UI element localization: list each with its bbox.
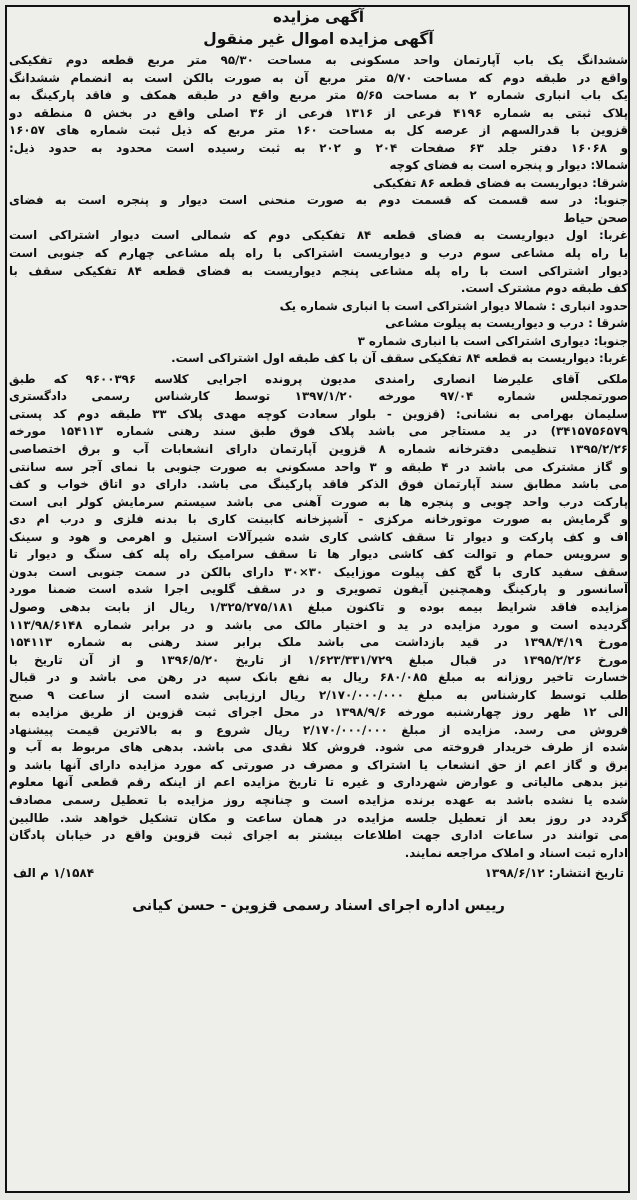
text-line: خسارت تاخیر روزانه به مبلغ ۶۸۰/۰۸۵ ریال به نفع بانک سپه در رهن می باشد و در قبال — [9, 670, 628, 685]
text-line: سلیمان بهرامی به نشانی: (قزوین - بلوار سعادت کوچه مهدی پلاک ۳۳ طبقه دوم کد پستی — [9, 406, 628, 421]
text-line: شرقا: دیواریست به فضای قطعه ۸۶ تفکیکی — [372, 175, 628, 190]
text-line: قزوین با قدرالسهم از عرصه کل به مساحت ۱۶۰ متر مربع که ذیل ثبت شماره های ۱۶۰۵۷ — [9, 123, 628, 138]
text-line: ششدانگ یک باب آپارتمان واحد مسکونی به مساحت ۹۵/۳۰ متر مربع قطعه دوم تفکیکی — [9, 53, 628, 67]
property-description — [9, 52, 628, 368]
text-line: مزایده فاقد شرایط بیمه بوده و تاکنون مبلغ ۱/۳۲۵/۲۷۵/۱۸۱ ریال از بابت بدهی وصول — [9, 599, 628, 614]
text-line: طلب توسط کارشناس به مبلغ ۲/۱۷۰/۰۰۰/۰۰۰ ریال ارزیابی شده است از ساعت ۹ صبح — [9, 687, 628, 702]
text-line: اف و کف پارکت و دیوار تا سقف کاشی کاری شده شیرآلات استیل و اهرمی و هود و سینک — [9, 529, 628, 544]
text-line: غربا: اول دیواریست به فضای قطعه ۸۴ تفکیکی دوم که شمالی است دیوار اشتراکی است — [9, 228, 628, 243]
text-line: صورتمجلس شماره ۹۷/۰۴ مورخه ۱۳۹۷/۱/۲۰ توسط کارشناس رسمی دادگستری — [9, 389, 628, 404]
text-line: جنوبا: در سه قسمت که قسمت دوم به صورت منحنی است دیوار و پنجره است به فضای — [9, 193, 628, 208]
text-line: و ۱۶۰۶۸ دفتر جلد ۶۳ صفحات ۲۰۴ و ۲۰۲ به ثبت رسیده است محدود به حدود ذیل: — [9, 140, 628, 155]
text-line: گردد در روز بعد از تعطیل جلسه مزایده در همان ساعت و مکان تشکیل خواهد شد. طالبین — [9, 810, 628, 825]
publication-date: تاریخ انتشار: ۱۳۹۸/۶/۱۲ — [484, 866, 624, 881]
text-line: فروش می رسد. مزایده از مبلغ ۲/۱۷۰/۰۰۰/۰۰۰ ریال شروع و به بالاترین قیمت پیشنهاد — [9, 722, 628, 737]
text-line: آسانسور و پارکینگ وهمچنین آیفون تصویری و در سقف گلویی اجرا شده است ضمنا مورد — [9, 582, 628, 597]
text-line: دیوار اشتراکی است با راه پله مشاعی پنجم دیواریست به فضای قطعه ۸۴ تفکیکی سقف با — [9, 263, 628, 278]
text-line: و گرمایش به صورت موتورخانه مرکزی - آشپزخانه کابینت کاری با بدنه فلزی و درب ام دی — [9, 512, 628, 527]
text-line: اداره ثبت اسناد و املاک مراجعه نمایند. — [404, 845, 628, 860]
text-line: الی ۱۲ ظهر روز چهارشنبه مورخه ۱۳۹۸/۹/۶ در محل اجرای ثبت قزوین از طریق مزایده به — [9, 705, 628, 720]
text-line: حدود انباری : شمالا دیوار اشتراکی است با انباری شماره یک — [279, 298, 628, 313]
text-line: شده یا نشده باشد به عهده برنده مزایده است و چنانچه روز مزایده با تعطیل رسمی مصادف — [9, 792, 628, 807]
text-line: کف طبقه دوم مشترک است. — [460, 281, 628, 296]
text-line: سقف سفید کاری با گچ کف پیلوت موزاییک ۳۰×۳۰ دارای بالکن در سمت جنوبی است بدون — [9, 564, 628, 579]
text-line: ۳۴۱۵۷۵۶۵۷۹) در ید مستاجر می باشد پلاک فوق طبق سند رهنی شماره ۱۵۴۱۱۳ مورخه — [9, 424, 628, 439]
publication-info — [9, 864, 628, 882]
text-line: یک باب انباری شماره ۲ به مساحت ۵/۶۵ متر مربع واقع در طبقه همکف و فاقد پارکینگ به — [9, 88, 628, 103]
text-line: ۱۳۹۵/۲/۲۶ تنظیمی دفترخانه شماره ۸ قزوین آپارتمان دارای انشعابات آب و برق اختصاصی — [9, 442, 628, 457]
text-line: با راه پله مشاعی سوم درب و دیواریست اشتراکی با راه پله مشاعی چهارم که جنوبی است — [9, 246, 628, 261]
text-line: پارکت درب واحد چوبی و پنجره ها به صورت آهنی می باشد سیستم سرمایش کولر ابی است — [9, 494, 628, 509]
text-line: ملکی آقای علیرضا انصاری رامندی مدیون پرونده اجرایی کلاسه ۹۶۰۰۳۹۶ که طبق — [9, 371, 628, 386]
signature-line: رییس اداره اجرای اسناد رسمی قزوین - حسن کیانی — [132, 898, 505, 915]
auction-notice — [9, 6, 628, 916]
text-line: گردیده است و مورد مزایده در ید و اختیار مالک می باشد و در برابر شماره ۱۱۳/۹۸/۶۱۴۸ — [9, 617, 628, 632]
text-line: مورخ ۱۳۹۸/۴/۱۹ در قید بازداشت می باشد ملک برابر سند رهنی به شماره ۱۵۴۱۱۳ — [9, 635, 628, 650]
text-line: و سرویس حمام و توالت کف کاشی دیوار ها تا سقف سرامیک راه پله کف سنگ و دیوار تا — [9, 547, 628, 562]
text-line: نیز بدهی مالیاتی و عوارض شهرداری و غیره تا تاریخ مزایده اعم از اینکه رقم قطعی آنها معلوم — [9, 775, 628, 790]
text-line: برق و گاز اعم از حق انشعاب یا اشتراک و مصرف در صورتی که مورد مزایده دارای آنها باشد و — [9, 757, 628, 772]
text-line: واقع در طبقه دوم که مساحت ۵/۷۰ متر مربع آن به صورت بالکن است به انضمام ششدانگ — [9, 70, 628, 85]
text-line: می باشد مطابق سند آپارتمان فوق الذکر فاقد پارکینگ می باشد. دارای دو اتاق خواب و کف — [9, 477, 628, 492]
notice-subtitle: آگهی مزایده اموال غیر منقول — [203, 30, 434, 48]
text-line: جنوبا: دیواری اشتراکی است با انباری شماره ۳ — [357, 333, 628, 348]
text-line: صحن حیاط — [563, 210, 628, 225]
text-line: شمالا: دیوار و پنجره است به فضای کوچه — [389, 158, 628, 173]
reference-number: ۱/۱۵۸۴ م الف — [13, 866, 95, 881]
text-line: مورخ ۱۳۹۵/۲/۲۶ در قبال مبلغ ۱/۶۲۳/۳۳۱/۷۲۹ از تاریخ ۱۳۹۶/۵/۲۰ و از آن تاریخ با — [9, 652, 628, 667]
text-line: پلاک ثبتی به شماره ۴۱۹۶ فرعی از ۱۳۱۶ فرعی از ۳۶ اصلی واقع در بخش ۵ منطقه دو — [9, 105, 628, 120]
notice-title: آگهی مزایده — [272, 8, 365, 26]
auction-details — [9, 371, 628, 862]
text-line: شده از طرف خریدار فروخته می شود. فروش کلا نقدی می باشد. بدهی های مربوط به آب و — [9, 740, 628, 755]
text-line: و گاز مشترک می باشد در ۴ طبقه و ۳ واحد مسکونی به صورت جنوبی با نمای آجر سه سانتی — [9, 459, 628, 474]
text-line: می توانند در ساعات اداری جهت اطلاعات بیشتر به اجرای ثبت قزوین واقع در خیابان پادگان — [9, 828, 628, 843]
text-line: شرقا : درب و دیواریست به پیلوت مشاعی — [385, 316, 628, 331]
text-line: غربا: دیواریست به قطعه ۸۴ تفکیکی سقف آن با کف طبقه اول اشتراکی است. — [171, 351, 628, 366]
